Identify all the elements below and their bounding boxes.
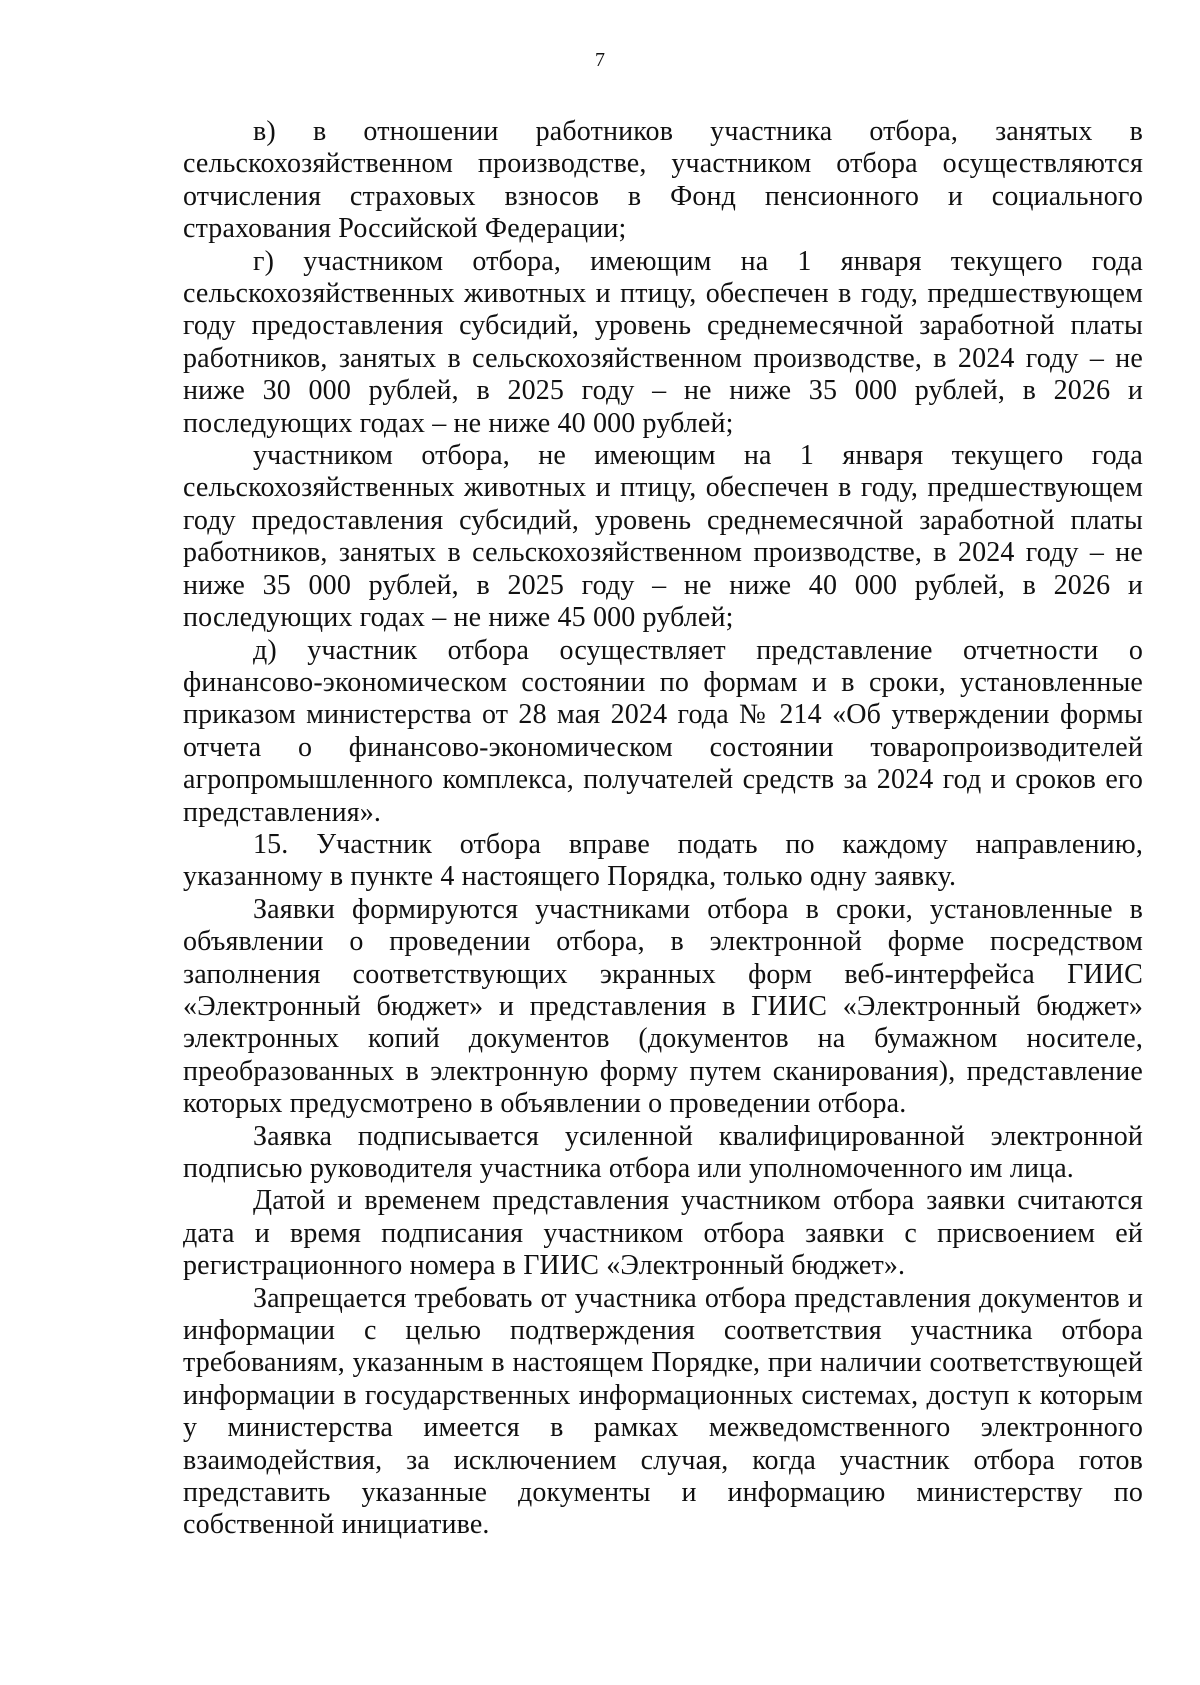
paragraph-g-salary-with-livestock: г) участником отбора, имеющим на 1 января текущего года сельскохозяйственных животных и птицу, обеспечен в году, предшествующем году предоставления субсидий, уровень среднемесячной заработной платы работников, занятых в сельскохозяйственном производстве, в 2024 году – не ниже 30 000 рублей, в 2025 году – не ниже 35 000 рублей, в 2026 и последующих годах – не ниже 40 000 рублей; [183,245,1143,439]
page-number: 7 [595,49,605,71]
paragraph-submission-date: Датой и временем представления участником отбора заявки считаются дата и время подписания участником отбора заявки с присвоением ей регистрационного номера в ГИИС «Электронный бюджет». [183,1185,1143,1282]
paragraph-v-insurance-contributions: в) в отношении работников участника отбора, занятых в сельскохозяйственном производстве, участником отбора осуществляются отчисления страховых взносов в Фонд пенсионного и социального страхования Российской Федерации; [183,116,1143,245]
paragraph-d-financial-reporting: д) участник отбора осуществляет представление отчетности о финансово-экономическом состоянии по формам и в сроки, установленные приказом министерства от 28 мая 2024 года № 214 «Об утверждении формы отчета о финансово-экономическом состоянии товаропроизводителей агропромышленного комплекса, получателей средств за 2024 год и сроков его представления». [183,634,1143,828]
paragraph-application-forming: Заявки формируются участниками отбора в сроки, установленные в объявлении о проведении отбора, в электронной форме посредством заполнения соответствующих экранных форм веб-интерфейса ГИИС «Электронный бюджет» и представления в ГИИС «Электронный бюджет» электронных копий документов (документов на бумажном носителе, преобразованных в электронную форму путем сканирования), представление которых предусмотрено в объявлении о проведении отбора. [183,893,1143,1120]
document-body [183,116,1143,1542]
paragraph-15-one-application: 15. Участник отбора вправе подать по каждому направлению, указанному в пункте 4 настоящего Порядка, только одну заявку. [183,828,1143,893]
paragraph-application-signing: Заявка подписывается усиленной квалифицированной электронной подписью руководителя участника отбора или уполномоченного им лица. [183,1120,1143,1184]
paragraph-salary-without-livestock: участником отбора, не имеющим на 1 января текущего года сельскохозяйственных животных и птицу, обеспечен в году, предшествующем году предоставления субсидий, уровень среднемесячной заработной платы работников, занятых в сельскохозяйственном производстве, в 2024 году – не ниже 35 000 рублей, в 2025 году – не ниже 40 000 рублей, в 2026 и последующих годах – не ниже 45 000 рублей; [183,440,1143,634]
paragraph-document-request-prohibition: Запрещается требовать от участника отбора представления документов и информации с целью подтверждения соответствия участника отбора требованиям, указанным в настоящем Порядке, при наличии соответствующей информации в государственных информационных системах, доступ к которым у министерства имеется в рамках межведомственного электронного взаимодействия, за исключением случая, когда участник отбора готов представить указанные документы и информацию министерству по собственной инициативе. [183,1282,1143,1541]
